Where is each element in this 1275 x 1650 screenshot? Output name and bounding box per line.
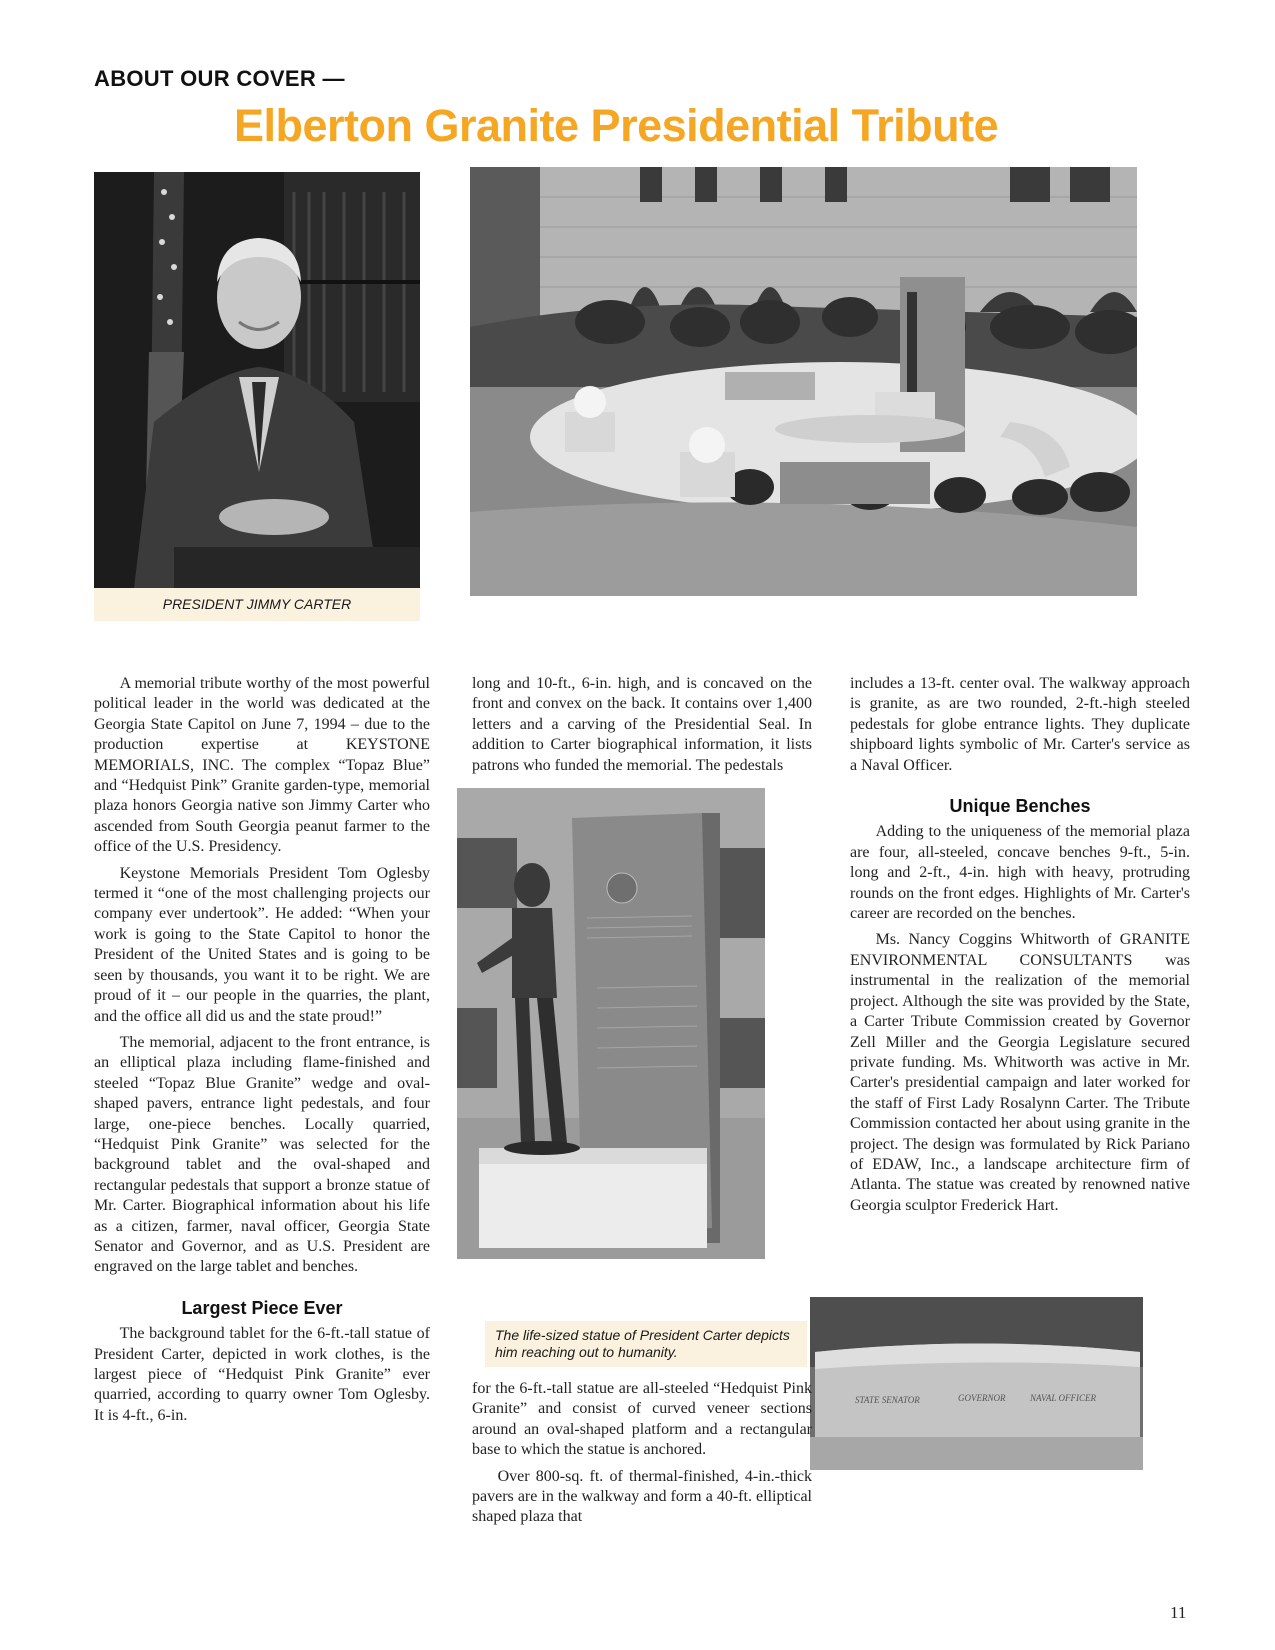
paragraph: Ms. Nancy Coggins Whitworth of GRANITE ENVIRONMENTAL CONSULTANTS was instrumental in the realization of the memorial project. Although the site was provided by the State, a Carter Tribute Commission created by Governor Zell Miller and the Georgia Legislature secured private funding. Ms. Whitworth was active in Mr. Carter's presidential campaign and later worked for the staff of First Lady Rosalynn Carter. The Tribute Commission contacted her about using granite in the project. The design was formulated by Rick Pariano of EDAW, Inc., a landscape architecture firm of Atlanta. The statue was created by renowned native Georgia sculptor Frederick Hart. [850,931,1190,1214]
paragraph: The memorial, adjacent to the front entrance, is an elliptical plaza including flame-finished and steeled “Topaz Blue Granite” wedge and oval-shaped pavers, entrance light pedestals, and four large, one-piece benches. Locally quarried, “Hedquist Pink Granite” was selected for the background tablet and the oval-shaped and rectangular pedestals that support a bronze statue of Mr. Carter. Biographical information about his life as a citizen, farmer, naval officer, Georgia State Senator and Governor, and as U.S. President are engraved on the large tablet and benches. [94,1033,430,1276]
page-number: 11 [1170,1603,1187,1622]
paragraph: long and 10-ft., 6-in. high, and is concaved on the front and convex on the back. It contains over 1,400 letters and a carving of the Presidential Seal. In addition to Carter biographical information, it lists patrons who funded the memorial. The pedestals [472,675,812,774]
article-column-1 [94,674,430,1432]
bench-label-governor: GOVERNOR [958,1393,1006,1403]
paragraph: includes a 13-ft. center oval. The walkway approach is granite, as are two rounded, 2-ft.-high steeled pedestals for globe entrance lights. They duplicate shipboard lights symbolic of Mr. Carter's service as a Naval Officer. [850,675,1190,774]
subheading-unique-benches: Unique Benches [949,796,1091,817]
bench-label-naval-officer: NAVAL OFFICER [1030,1393,1096,1403]
paragraph: The background tablet for the 6-ft.-tall statue of President Carter, depicted in work clothes, is the largest piece of “Hedquist Pink Granite” ever quarried, according to quarry owner Tom Oglesby. It is 4-ft., 6-in. [94,1325,430,1424]
memorial-plaza-photo [470,167,1137,596]
portrait-caption: PRESIDENT JIMMY CARTER [94,588,420,621]
granite-bench-photo [810,1297,1143,1470]
paragraph: A memorial tribute worthy of the most powerful political leader in the world was dedicated at the Georgia State Capitol on June 7, 1994 – due to the production expertise at KEYSTONE MEMORIALS, INC. The complex “Topaz Blue” and “Hedquist Pink” Granite garden-type, memorial plaza honors Georgia native son Jimmy Carter who ascended from South Georgia peanut farmer to the office of the U.S. Presidency. [94,675,430,856]
paragraph: for the 6-ft.-tall statue are all-steeled “Hedquist Pink Granite” and consist of curved veneer sections around an oval-shaped platform and a rectangular base to which the statue is anchored. [472,1380,812,1459]
subheading-largest-piece: Largest Piece Ever [181,1297,343,1318]
carter-statue-photo [457,788,765,1259]
page-title: Elberton Granite Presidential Tribute [234,100,999,151]
bench-label-state-senator: STATE SENATOR [855,1395,920,1405]
carter-portrait-photo [94,172,420,588]
paragraph: Keystone Memorials President Tom Oglesby termed it “one of the most challenging projects our company ever undertook”. He added: “When your work is going to the State Capitol to honor the President of the United States and is going to be seen by thousands, you want it to be right. We are proud of it – our people in the quarries, the plant, and the office all did us and the state proud!” [94,864,430,1025]
article-column-2-bottom [472,1379,812,1534]
article-column-2-top [472,674,812,782]
paragraph: Adding to the uniqueness of the memorial plaza are four, all-steeled, concave benches 9-ft., 5-in. long and 2-ft., 4-in. high with heavy, protruding rounds on the front edges. Highlights of Mr. Carter's career are recorded on the benches. [850,823,1190,923]
section-kicker: ABOUT OUR COVER — [94,66,345,91]
statue-caption: The life-sized statue of President Carter depicts him reaching out to humanity. [485,1321,807,1367]
article-column-3 [850,674,1190,1222]
paragraph: Over 800-sq. ft. of thermal-finished, 4-in.-thick pavers are in the walkway and form a 40-ft. elliptical shaped plaza that [472,1467,812,1526]
